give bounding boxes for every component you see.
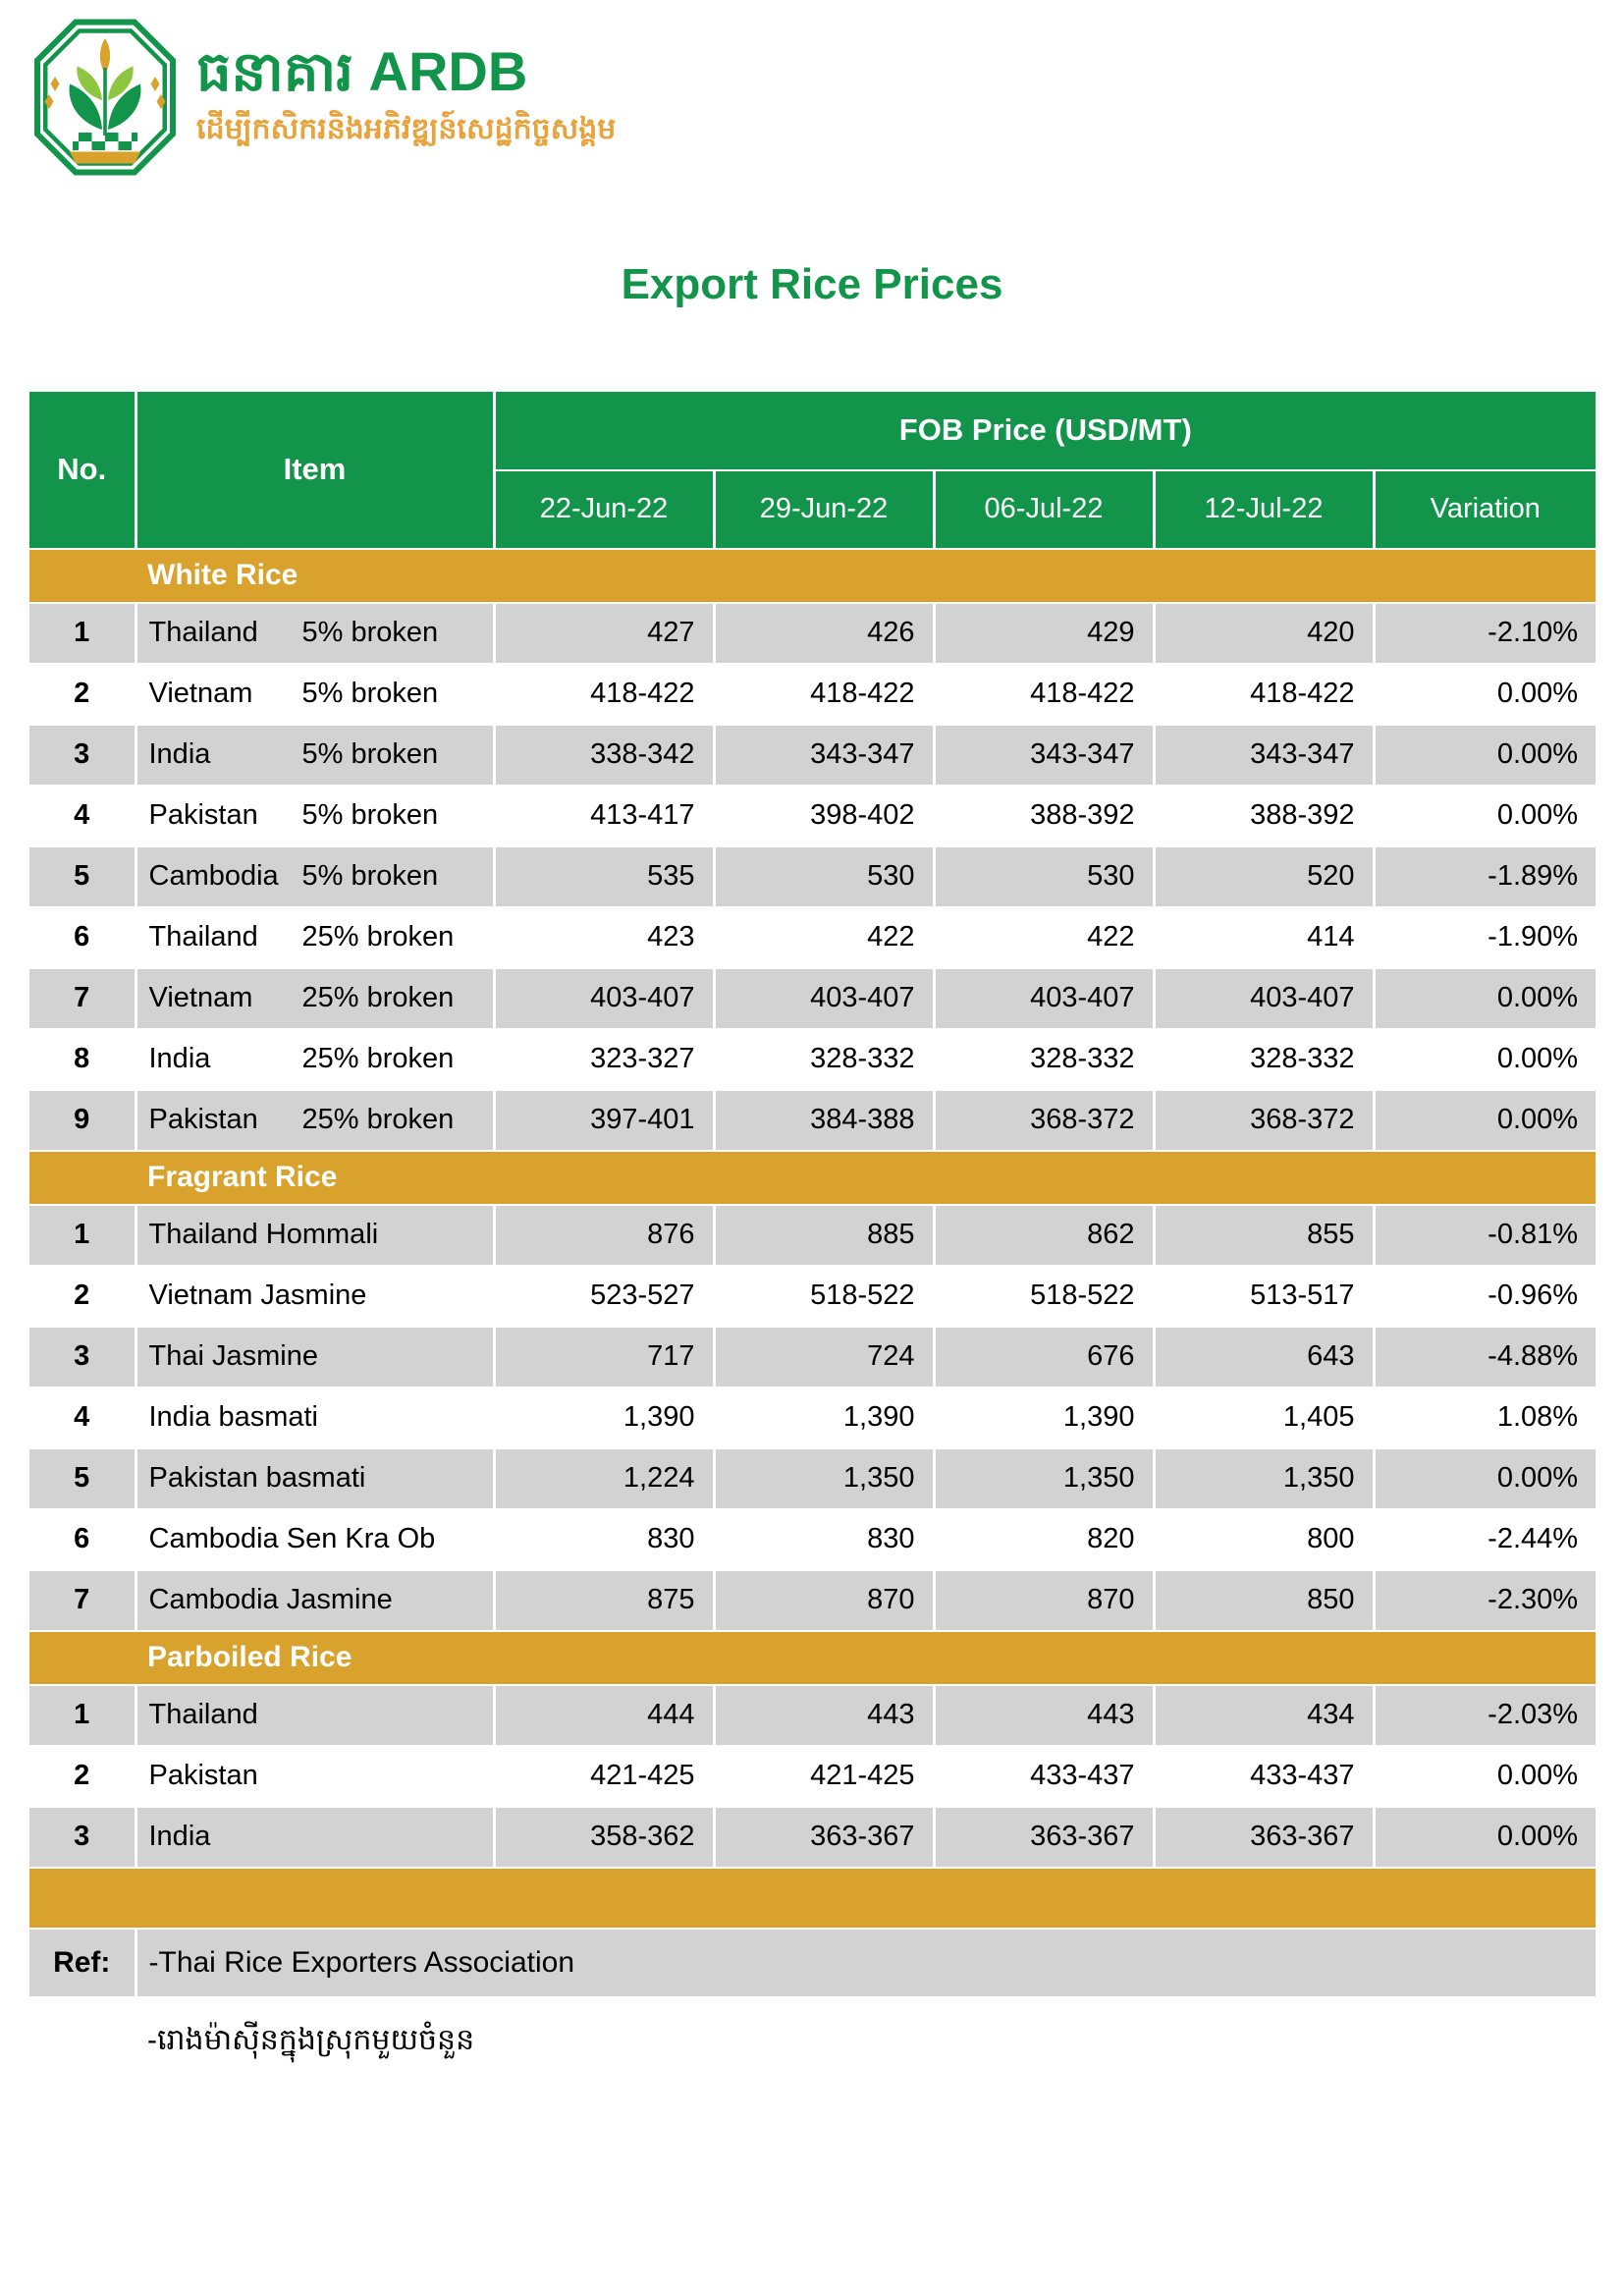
variation-cell: -1.90% [1374, 907, 1596, 968]
price-cell: 523-527 [494, 1266, 714, 1327]
section-row [29, 549, 1596, 603]
reference-row [29, 1929, 1596, 1997]
section-row [29, 1631, 1596, 1685]
variation-cell: 0.00% [1374, 1448, 1596, 1509]
price-cell: 830 [494, 1509, 714, 1570]
ardb-logo-icon [31, 18, 179, 177]
item-name: India [148, 738, 211, 771]
item-name: Pakistan [148, 1104, 258, 1136]
row-number: 6 [29, 1509, 135, 1570]
price-cell: 535 [494, 846, 714, 907]
price-cell: 323-327 [494, 1029, 714, 1090]
variation-cell: -4.88% [1374, 1327, 1596, 1388]
row-number: 2 [29, 1266, 135, 1327]
table-row [29, 1685, 1596, 1746]
item-cell [135, 907, 494, 968]
variation-cell: -0.96% [1374, 1266, 1596, 1327]
price-cell: 338-342 [494, 725, 714, 786]
table-row [29, 1090, 1596, 1151]
ref-label: Ref: [29, 1929, 135, 1997]
variation-cell: 0.00% [1374, 725, 1596, 786]
brand-name: ធនាគារ ARDB [196, 40, 528, 103]
price-cell: 403-407 [494, 968, 714, 1029]
price-cell: 443 [934, 1685, 1154, 1746]
table-row [29, 1327, 1596, 1388]
price-cell: 403-407 [714, 968, 934, 1029]
price-cell: 676 [934, 1327, 1154, 1388]
item-name: Thailand [148, 1699, 258, 1731]
price-cell: 855 [1154, 1205, 1374, 1266]
row-number: 3 [29, 1327, 135, 1388]
row-number: 6 [29, 907, 135, 968]
price-cell: 328-332 [934, 1029, 1154, 1090]
price-cell: 343-347 [714, 725, 934, 786]
price-cell: 520 [1154, 846, 1374, 907]
item-name: Vietnam [148, 982, 253, 1014]
price-cell: 433-437 [1154, 1746, 1374, 1807]
section-bar [29, 1631, 1596, 1685]
section-row [29, 1151, 1596, 1205]
brand-header [31, 18, 1624, 177]
item-grade: 25% broken [301, 1043, 455, 1075]
item-name: India basmati [148, 1401, 318, 1434]
table-row [29, 1807, 1596, 1868]
brand-tagline: ដើម្បីកសិករនិងអភិវឌ្ឍន៍សេដ្ឋកិច្ចសង្គម [196, 112, 617, 145]
item-cell [135, 1448, 494, 1509]
price-cell: 388-392 [934, 786, 1154, 846]
price-cell: 830 [714, 1509, 934, 1570]
price-cell: 444 [494, 1685, 714, 1746]
price-cell: 717 [494, 1327, 714, 1388]
item-grade: 5% broken [301, 860, 439, 893]
price-cell: 1,350 [934, 1448, 1154, 1509]
table-row [29, 1388, 1596, 1448]
price-cell: 418-422 [934, 664, 1154, 725]
item-grade: 25% broken [301, 921, 455, 953]
row-number: 4 [29, 786, 135, 846]
price-cell: 358-362 [494, 1807, 714, 1868]
price-cell: 1,224 [494, 1448, 714, 1509]
header-date-4: 12-Jul-22 [1154, 470, 1374, 549]
table-body [29, 549, 1596, 1868]
price-cell: 875 [494, 1570, 714, 1631]
variation-cell: 0.00% [1374, 968, 1596, 1029]
price-cell: 427 [494, 603, 714, 664]
variation-cell: -2.30% [1374, 1570, 1596, 1631]
item-name: Cambodia Jasmine [148, 1584, 393, 1616]
price-cell: 422 [714, 907, 934, 968]
item-name: Vietnam Jasmine [148, 1279, 367, 1312]
price-cell: 876 [494, 1205, 714, 1266]
price-cell: 1,350 [714, 1448, 934, 1509]
variation-cell: -2.10% [1374, 603, 1596, 664]
row-number: 1 [29, 1205, 135, 1266]
item-cell [135, 968, 494, 1029]
table-row [29, 664, 1596, 725]
variation-cell: 0.00% [1374, 1746, 1596, 1807]
price-cell: 530 [714, 846, 934, 907]
item-cell [135, 1685, 494, 1746]
item-grade: 25% broken [301, 1104, 455, 1136]
price-cell: 328-332 [714, 1029, 934, 1090]
row-number: 2 [29, 664, 135, 725]
price-cell: 870 [934, 1570, 1154, 1631]
variation-cell: 0.00% [1374, 1029, 1596, 1090]
table-row [29, 603, 1596, 664]
ref-source: -Thai Rice Exporters Association [135, 1929, 1596, 1997]
price-cell: 368-372 [1154, 1090, 1374, 1151]
item-name: Pakistan basmati [148, 1462, 366, 1495]
variation-cell: 1.08% [1374, 1388, 1596, 1448]
ref-spacer [29, 1997, 135, 2088]
price-cell: 363-367 [714, 1807, 934, 1868]
item-name: Vietnam [148, 678, 253, 710]
section-title: White Rice [147, 559, 298, 592]
price-cell: 397-401 [494, 1090, 714, 1151]
page-title: Export Rice Prices [621, 260, 1003, 308]
price-table [29, 392, 1596, 2088]
price-cell: 363-367 [1154, 1807, 1374, 1868]
variation-cell: 0.00% [1374, 786, 1596, 846]
header-date-3: 06-Jul-22 [934, 470, 1154, 549]
table-row [29, 1570, 1596, 1631]
price-cell: 418-422 [494, 664, 714, 725]
variation-cell: 0.00% [1374, 664, 1596, 725]
variation-cell: 0.00% [1374, 1807, 1596, 1868]
item-cell [135, 725, 494, 786]
price-cell: 414 [1154, 907, 1374, 968]
price-cell: 423 [494, 907, 714, 968]
item-cell [135, 603, 494, 664]
item-name: Thailand [148, 921, 258, 953]
table-row [29, 725, 1596, 786]
item-cell [135, 664, 494, 725]
item-grade: 5% broken [301, 799, 439, 832]
price-cell: 343-347 [934, 725, 1154, 786]
table-row [29, 968, 1596, 1029]
table-footer [29, 1868, 1596, 2088]
price-cell: 724 [714, 1327, 934, 1388]
header-no: No. [29, 392, 135, 549]
ref-source-khmer: -រោងម៉ាស៊ីនក្នុងស្រុកមួយចំនួន [135, 1997, 1596, 2088]
price-cell: 398-402 [714, 786, 934, 846]
price-cell: 418-422 [714, 664, 934, 725]
price-cell: 850 [1154, 1570, 1374, 1631]
row-number: 7 [29, 968, 135, 1029]
price-cell: 420 [1154, 603, 1374, 664]
price-cell: 363-367 [934, 1807, 1154, 1868]
item-cell [135, 1746, 494, 1807]
table-row [29, 907, 1596, 968]
variation-cell: -1.89% [1374, 846, 1596, 907]
item-cell [135, 1807, 494, 1868]
row-number: 3 [29, 1807, 135, 1868]
item-grade: 5% broken [301, 617, 439, 649]
row-number: 4 [29, 1388, 135, 1448]
price-cell: 343-347 [1154, 725, 1374, 786]
item-grade: 5% broken [301, 678, 439, 710]
header-date-2: 29-Jun-22 [714, 470, 934, 549]
table-row [29, 1509, 1596, 1570]
price-cell: 1,405 [1154, 1388, 1374, 1448]
header-date-1: 22-Jun-22 [494, 470, 714, 549]
price-cell: 518-522 [714, 1266, 934, 1327]
table-row [29, 786, 1596, 846]
price-cell: 800 [1154, 1509, 1374, 1570]
section-bar [29, 1151, 1596, 1205]
item-cell [135, 1090, 494, 1151]
price-cell: 434 [1154, 1685, 1374, 1746]
price-cell: 870 [714, 1570, 934, 1631]
price-cell: 1,350 [1154, 1448, 1374, 1509]
row-number: 5 [29, 846, 135, 907]
item-grade: 5% broken [301, 738, 439, 771]
variation-cell: -0.81% [1374, 1205, 1596, 1266]
header-item: Item [135, 392, 494, 549]
price-cell: 530 [934, 846, 1154, 907]
item-cell [135, 1327, 494, 1388]
price-cell: 422 [934, 907, 1154, 968]
item-name: Pakistan [148, 799, 258, 832]
item-name: Cambodia Sen Kra Ob [148, 1523, 436, 1555]
section-bar [29, 549, 1596, 603]
item-name: India [148, 1821, 211, 1853]
item-cell [135, 1205, 494, 1266]
price-cell: 518-522 [934, 1266, 1154, 1327]
price-cell: 643 [1154, 1327, 1374, 1388]
price-cell: 429 [934, 603, 1154, 664]
price-cell: 1,390 [714, 1388, 934, 1448]
price-cell: 1,390 [494, 1388, 714, 1448]
header-variation: Variation [1374, 470, 1596, 549]
section-title: Parboiled Rice [147, 1641, 352, 1674]
price-cell: 384-388 [714, 1090, 934, 1151]
item-name: Thai Jasmine [148, 1340, 318, 1373]
price-cell: 328-332 [1154, 1029, 1374, 1090]
empty-section-bar [29, 1868, 1596, 1929]
row-number: 5 [29, 1448, 135, 1509]
price-cell: 820 [934, 1509, 1154, 1570]
variation-cell: -2.03% [1374, 1685, 1596, 1746]
price-cell: 885 [714, 1205, 934, 1266]
price-cell: 403-407 [1154, 968, 1374, 1029]
price-cell: 388-392 [1154, 786, 1374, 846]
item-cell [135, 1570, 494, 1631]
price-cell: 426 [714, 603, 934, 664]
item-name: India [148, 1043, 211, 1075]
price-cell: 421-425 [714, 1746, 934, 1807]
row-number: 1 [29, 1685, 135, 1746]
price-cell: 862 [934, 1205, 1154, 1266]
row-number: 2 [29, 1746, 135, 1807]
item-name: Cambodia [148, 860, 279, 893]
row-number: 9 [29, 1090, 135, 1151]
item-cell [135, 846, 494, 907]
price-cell: 513-517 [1154, 1266, 1374, 1327]
variation-cell: 0.00% [1374, 1090, 1596, 1151]
row-number: 8 [29, 1029, 135, 1090]
row-number: 7 [29, 1570, 135, 1631]
item-cell [135, 1266, 494, 1327]
row-number: 3 [29, 725, 135, 786]
table-row [29, 1029, 1596, 1090]
table-row [29, 1205, 1596, 1266]
reference-row-khmer [29, 1997, 1596, 2088]
header-fob: FOB Price (USD/MT) [494, 392, 1596, 470]
price-cell: 433-437 [934, 1746, 1154, 1807]
item-cell [135, 786, 494, 846]
item-grade: 25% broken [301, 982, 455, 1014]
price-cell: 1,390 [934, 1388, 1154, 1448]
price-cell: 403-407 [934, 968, 1154, 1029]
row-number: 1 [29, 603, 135, 664]
section-title: Fragrant Rice [147, 1161, 338, 1194]
table-row [29, 846, 1596, 907]
brand-text [196, 41, 616, 153]
item-cell [135, 1388, 494, 1448]
price-cell: 418-422 [1154, 664, 1374, 725]
price-cell: 443 [714, 1685, 934, 1746]
item-name: Thailand [148, 617, 258, 649]
table-row [29, 1266, 1596, 1327]
item-cell [135, 1509, 494, 1570]
item-cell [135, 1029, 494, 1090]
table-row [29, 1448, 1596, 1509]
item-name: Thailand Hommali [148, 1219, 379, 1251]
variation-cell: -2.44% [1374, 1509, 1596, 1570]
item-name: Pakistan [148, 1760, 258, 1792]
price-cell: 368-372 [934, 1090, 1154, 1151]
table-row [29, 1746, 1596, 1807]
price-cell: 413-417 [494, 786, 714, 846]
price-cell: 421-425 [494, 1746, 714, 1807]
table-header [29, 392, 1596, 549]
